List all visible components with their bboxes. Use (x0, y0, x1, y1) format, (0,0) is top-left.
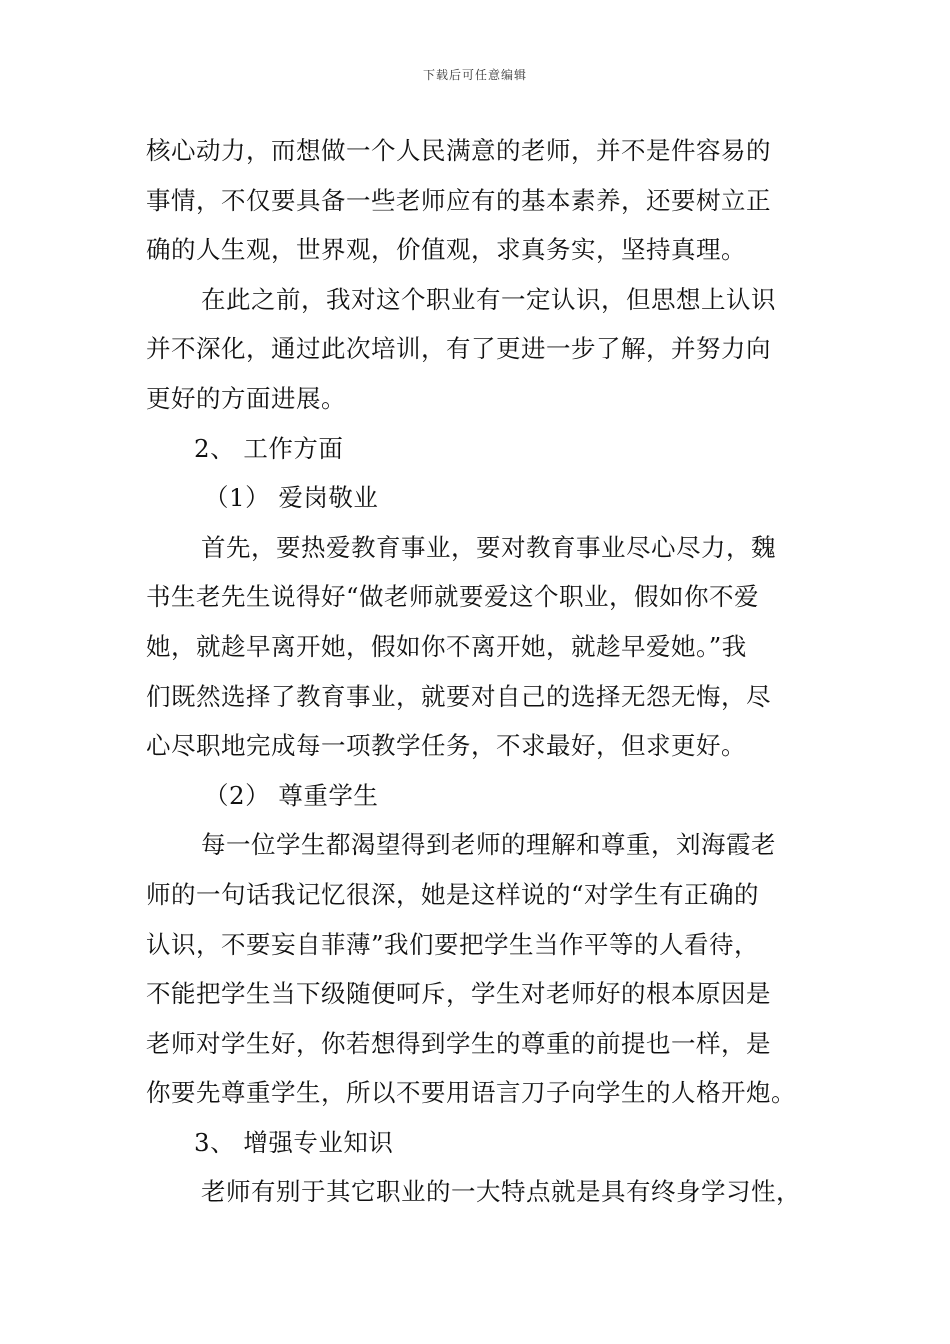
text-line: 她，就趁早离开她，假如你不离开她，就趁早爱她。”我 (146, 631, 747, 661)
text-line: 核心动力，而想做一个人民满意的老师，并不是件容易的 (146, 136, 771, 165)
subsection-heading: （1） 爱岗敬业 (204, 483, 379, 513)
section-heading: 2、 工作方面 (194, 433, 344, 463)
text-line: 认识，不要妄自菲薄”我们要把学生当作平等的人看待， (146, 929, 760, 959)
text-line: 确的人生观，世界观，价值观，求真务实，坚持真理。 (146, 235, 746, 265)
text-line: 更好的方面进展。 (146, 383, 346, 413)
page-header: 下载后可任意编辑 (422, 68, 527, 82)
subsection-heading: （2） 尊重学生 (204, 780, 379, 810)
text-line: 心尽职地完成每一项教学任务，不求最好，但求更好。 (146, 731, 746, 761)
paragraph-start-line: 首先，要热爱教育事业，要对教育事业尽心尽力，魏 (201, 532, 776, 562)
text-line: 你要先尊重学生，所以不要用语言刀子向学生的人格开炮。 (146, 1078, 796, 1108)
text-line: 事情，不仅要具备一些老师应有的基本素养，还要树立正 (146, 185, 771, 215)
paragraph-start-line: 在此之前，我对这个职业有一定认识，但思想上认识 (201, 284, 776, 314)
document-body (146, 126, 816, 1217)
section-heading: 3、 增强专业知识 (194, 1127, 394, 1157)
text-line: 并不深化，通过此次培训，有了更进一步了解，并努力向 (146, 334, 771, 364)
text-line: 师的一句话我记忆很深，她是这样说的“对学生有正确的 (146, 879, 760, 909)
text-line: 们既然选择了教育事业，就要对自己的选择无怨无悔，尽 (146, 681, 771, 711)
text-line: 老师对学生好，你若想得到学生的尊重的前提也一样，是 (146, 1028, 771, 1058)
text-line: 不能把学生当下级随便呵斥，学生对老师好的根本原因是 (146, 979, 771, 1009)
paragraph-start-line: 每一位学生都渴望得到老师的理解和尊重，刘海霞老 (201, 830, 776, 860)
text-line: 书生老先生说得好“做老师就要爱这个职业，假如你不爱 (146, 582, 760, 612)
paragraph-start-line: 老师有别于其它职业的一大特点就是具有终身学习性， (201, 1177, 801, 1207)
